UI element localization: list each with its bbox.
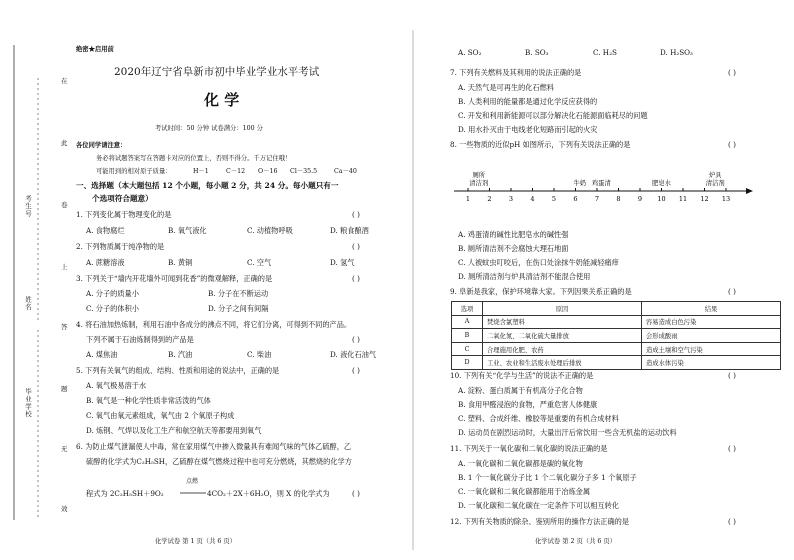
option: B. 黄铜: [168, 258, 193, 267]
answer-paren: ( ): [728, 287, 736, 296]
ph-tick-label: 1: [465, 195, 471, 203]
atomic-mass: Cl－35.5: [290, 168, 318, 175]
ph-tick-label: 9: [637, 195, 643, 203]
q6-equation-rest: 4CO₂＋2X＋6H₂O，则 X 的化学式为: [207, 489, 330, 498]
notice-text: 务必将试题答案写在答题卡对应的位置上，否则不得分。千万记住哦！: [96, 155, 292, 162]
binding-line: [0, 0, 60, 560]
table-cell: 工业、农业和生活废水处理后排放: [483, 356, 642, 370]
answer-paren: ( ): [728, 371, 736, 380]
atomic-mass: H－1: [193, 168, 209, 175]
answer-paren: ( ): [352, 242, 360, 251]
table-row: [452, 329, 781, 343]
ph-scale-figure: [450, 153, 760, 223]
option: D. 分子之间有间隔: [208, 304, 269, 313]
ph-tick-label: 13: [721, 195, 731, 203]
option: A. 分子的质量小: [86, 289, 139, 298]
answer-paren: ( ): [728, 444, 736, 453]
ph-tick-label: 10: [657, 195, 666, 203]
q6-equation: 程式为 2C₂H₅SH＋9O₂: [86, 489, 164, 498]
notice-title: 各位同学请注意：: [76, 142, 127, 149]
answer-paren: ( ): [352, 274, 360, 283]
table-cell: B: [452, 329, 483, 343]
option: A. 蔗糖溶液: [86, 258, 125, 267]
ph-axis-arrow: [746, 188, 753, 194]
seal-char: 无: [61, 445, 68, 453]
option: A. SO₂: [458, 48, 482, 57]
field-exam-number: 考生号: [24, 195, 32, 218]
table-header: 结果: [642, 302, 781, 316]
answer-paren: ( ): [728, 140, 736, 149]
ph-tick-label: 4: [530, 195, 535, 203]
table-cell: C: [452, 342, 483, 356]
seal-char: 在: [61, 77, 68, 85]
seal-char: 上: [61, 263, 68, 271]
q10-stem: 10. 下列有关“化学与生活”的说法不正确的是: [450, 371, 594, 380]
seal-char: 答: [61, 323, 68, 331]
q6-line: 6. 为防止煤气泄漏使人中毒，常在家用煤气中掺入微量具有难闻气味的气体乙硫醇，乙: [76, 442, 352, 451]
option: B. 食用甲醛浸泡的食物，严重危害人体健康: [458, 400, 598, 409]
atomic-label: 可能用到的相对原子质量：: [96, 168, 172, 175]
q11-stem: 11. 下列关于一氧化碳和二氧化碳的说法正确的是: [450, 444, 608, 453]
option: A. 一氧化碳和二氧化碳都是碳的氧化物: [458, 459, 583, 468]
q3-stem: 3. 下列关于“墙内开花墙外可闻到花香”的微观解释，正确的是: [76, 274, 273, 283]
seal-char: 此: [61, 139, 68, 147]
field-school: 毕业学校: [24, 388, 32, 418]
option: D. 厕所清洁剂与炉具清洁剂不能混合使用: [458, 272, 591, 281]
option: D. 氢气: [330, 258, 355, 267]
table-cell: 造成水体污染: [642, 356, 781, 370]
table-cell: 焚烧含氯塑料: [483, 315, 642, 329]
q9-table: [451, 301, 781, 370]
ph-substance-label: 肥皂水: [652, 180, 671, 187]
option: C. 塑料、合成纤维、橡胶等是重要的有机合成材料: [458, 414, 619, 423]
q12-stem: 12. 下列有关物质的除杂、鉴别所用的操作方法正确的是: [450, 517, 630, 526]
ph-tick-label: 12: [700, 195, 709, 203]
option: A. 食物腐烂: [86, 226, 125, 235]
ph-tick-label: 2: [487, 195, 492, 203]
q9-stem: 9. 阜新是我家，保护环境靠大家。下列因果关系正确的是: [450, 287, 632, 296]
option: A. 淀粉、蛋白质属于有机高分子化合物: [458, 386, 583, 395]
table-cell: D: [452, 356, 483, 370]
option: C. 动植物呼吸: [247, 226, 293, 235]
q6-line: 硫醇的化学式为C₂H₅SH，乙硫醇在煤气燃烧过程中也可充分燃烧，其燃烧的化学方: [86, 457, 352, 466]
option: D. 液化石油气: [330, 350, 377, 359]
ph-substance-label: 炉具: [708, 172, 722, 179]
seal-char: 卷: [61, 201, 68, 209]
ph-tick-label: 11: [678, 195, 688, 203]
option: D. H₂SO₃: [660, 48, 693, 57]
reaction-condition: 点燃: [186, 478, 199, 485]
table-row: [452, 315, 781, 329]
page-divider: [412, 30, 414, 550]
option: B. 氧气液化: [168, 226, 207, 235]
ph-tick-label: 7: [594, 195, 600, 203]
answer-paren: ( ): [352, 210, 360, 219]
section-title: 一、选择题（本大题包括 12 个小题，每小题 2 分，共 24 分。每小题只有一: [76, 181, 339, 190]
atomic-mass: C－12: [226, 168, 246, 175]
atomic-mass: Ca－40: [334, 168, 357, 175]
table-cell: 会形成酸雨: [642, 329, 781, 343]
option: C. 一氧化碳和二氧化碳都能用于冶炼金属: [458, 487, 591, 496]
q2-stem: 2. 下列物质属于纯净物的是: [76, 242, 165, 251]
option: B. SO₃: [525, 48, 549, 57]
option: B. 汽油: [168, 350, 193, 359]
table-header-row: [452, 302, 781, 316]
reaction-arrow-line: [180, 491, 206, 495]
q4-stem: 4. 将石油加热炼制，利用石油中各成分的沸点不同，将它们分离，可得到不同的产品。: [76, 320, 352, 329]
option: A. 鸡蛋清的碱性比肥皂水的碱性强: [458, 230, 569, 239]
option: D. 炼钢、气焊以及化工生产和航空航天等都要用到氧气: [86, 426, 262, 435]
table-cell: 容易造成白色污染: [642, 315, 781, 329]
option: C. 柴油: [247, 350, 272, 359]
answer-paren: ( ): [352, 489, 360, 498]
ph-tick-label: 5: [551, 195, 557, 203]
table-header: 原因: [483, 302, 642, 316]
q4-stem-cont: 下列不属于石油炼制得到的产品是: [86, 335, 194, 344]
option: C. H₂S: [593, 48, 617, 57]
ph-substance-label: 清洁剂: [469, 180, 489, 187]
secret-mark: 绝密★启用前: [76, 46, 114, 53]
option: C. 人被蚊虫叮咬后，在伤口处涂抹牛奶能减轻痛痒: [458, 258, 619, 267]
seal-char: 效: [61, 505, 68, 513]
ph-substance-label: 牛奶: [573, 180, 587, 187]
option: B. 人类利用的能量都是通过化学反应获得的: [458, 97, 598, 106]
table-header: 选项: [452, 302, 483, 316]
option: D. 用水扑灭由于电线老化短路而引起的火灾: [458, 125, 598, 134]
ph-substance-label: 清洁剂: [705, 180, 725, 187]
q5-stem: 5. 下列有关氧气的组成、结构、性质和用途的说法中，正确的是: [76, 366, 280, 375]
footer-page-2: 化学试卷 第 2 页（共 6 页）: [535, 538, 616, 545]
option: D. 一氧化碳和二氧化碳在一定条件下可以相互转化: [458, 501, 620, 510]
ph-tick-label: 8: [616, 195, 621, 203]
option: C. 氧气由氧元素组成，氧气由 2 个氧原子构成: [86, 411, 235, 420]
option: B. 厕所清洁剂不会腐蚀大理石地面: [458, 244, 569, 253]
table-cell: 二氧化氮、二氧化硫大量排放: [483, 329, 642, 343]
subject-title: 化 学: [204, 91, 240, 109]
q8-stem: 8. 一些物质的近似pH 如图所示，下列有关说法正确的是: [450, 140, 631, 149]
option: C. 开发和利用新能源可以部分解决化石能源面临耗尽的问题: [458, 111, 648, 120]
ph-tick-label: 6: [573, 195, 578, 203]
table-row: [452, 342, 781, 356]
section-title-cont: 个选项符合题意）: [92, 194, 153, 203]
option: A. 天然气是可再生的化石燃料: [458, 83, 555, 92]
seal-char: 题: [61, 385, 68, 393]
exam-title: 2020年辽宁省阜新市初中毕业学业水平考试: [114, 66, 320, 78]
atomic-mass: O－16: [258, 168, 278, 175]
option: D. 粮食酿酒: [330, 226, 369, 235]
q1-stem: 1. 下列变化属于物理变化的是: [76, 210, 172, 219]
table-cell: A: [452, 315, 483, 329]
ph-substance-label: 鸡蛋清: [591, 180, 611, 187]
option: B. 1 个一氧化碳分子比 1 个二氧化碳分子多 1 个氧原子: [458, 473, 637, 482]
footer-page-1: 化学试卷 第 1 页（共 6 页）: [155, 538, 236, 545]
ph-substance-label: 厕所: [472, 172, 486, 179]
answer-paren: ( ): [352, 366, 360, 375]
answer-paren: ( ): [728, 517, 736, 526]
exam-info: 考试时间：50 分钟 试卷满分：100 分: [155, 125, 263, 132]
table-row: [452, 356, 781, 370]
table-cell: 造成土壤和空气污染: [642, 342, 781, 356]
option: A. 氧气极易溶于水: [86, 381, 147, 390]
table-cell: 合理施用化肥、农药: [483, 342, 642, 356]
field-name: 姓名: [24, 296, 32, 311]
option: A. 煤焦油: [86, 350, 118, 359]
option: B. 分子在不断运动: [208, 289, 269, 298]
option: C. 空气: [247, 258, 272, 267]
answer-paren: ( ): [728, 68, 736, 77]
option: C. 分子的体积小: [86, 304, 139, 313]
answer-paren: ( ): [352, 335, 360, 344]
option: D. 运动员在剧烈运动时，大量出汗后常饮用一些含无机盐的运动饮料: [458, 428, 677, 437]
ph-tick-label: 3: [508, 195, 514, 203]
q7-stem: 7. 下列有关燃料及其利用的说法正确的是: [450, 68, 582, 77]
option: B. 氧气是一种化学性质非常活泼的气体: [86, 396, 211, 405]
